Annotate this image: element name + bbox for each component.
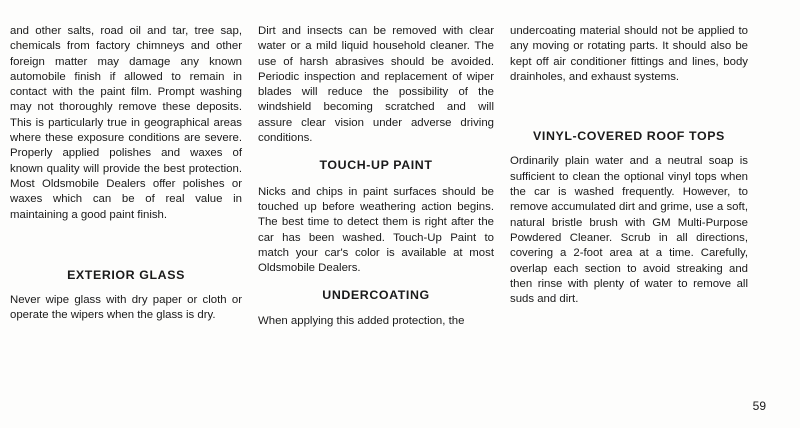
exterior-glass-paragraph: Never wipe glass with dry paper or cloth or operate the wipers when the glass is dry. [10,294,242,322]
column-left [10,24,242,324]
vinyl-roof-heading: VINYL-COVERED ROOF TOPS [533,129,725,144]
page-number: 59 [752,399,766,413]
column-middle [258,24,494,329]
glass-cleaning-paragraph: Dirt and insects can be removed with clear water or a mild liquid household cleaner. The use of harsh abrasives should be avoided. Periodic inspection and replacement of wiper blades will reduce the possibility of the windshield becoming scratched and will assure clear vision under adverse driving conditions. [258,25,494,145]
touch-up-paint-paragraph: Nicks and chips in paint surfaces should be touched up before weathering action begins. The best time to detect them is right after the car has been washed. Touch-Up Paint to match your car's color is available at most Oldsmobile Dealers. [258,185,494,275]
touch-up-paint-heading: TOUCH-UP PAINT [319,158,433,173]
undercoating-paragraph-start: When applying this added protection, the [258,314,465,327]
undercoating-heading: UNDERCOATING [322,288,430,303]
undercoating-paragraph-continued: undercoating material should not be applied to any moving or rotating parts. It should also be kept off air conditioner fittings and lines, body drainholes, and exhaust systems. [510,25,748,83]
paint-care-paragraph: and other salts, road oil and tar, tree sap, chemicals from factory chimneys and other foreign matter may damage any known automobile finish if allowed to remain in contact with the paint film. Prompt washing may not thoroughly remove these deposits. This is particularly true in geographical areas where these exposure conditions are severe. Properly applied polishes and waxes of known quality will provide the best protection. Most Oldsmobile Dealers offer polishes or waxes which can be of real value in maintaining a good paint finish. [10,25,242,221]
vinyl-roof-paragraph: Ordinarily plain water and a neutral soap is sufficient to clean the optional vinyl tops when the car is washed frequently. However, to remove accumulated dirt and grime, use a soft, natural bristle brush with GM Multi-Purpose Powdered Cleaner. Scrub in all directions, covering a 2-foot area at a time. Carefully, overlap each section to avoid streaking and then rinse with plenty of water to remove all suds and dirt. [510,155,748,306]
column-right [510,24,748,307]
exterior-glass-heading: EXTERIOR GLASS [67,267,185,282]
